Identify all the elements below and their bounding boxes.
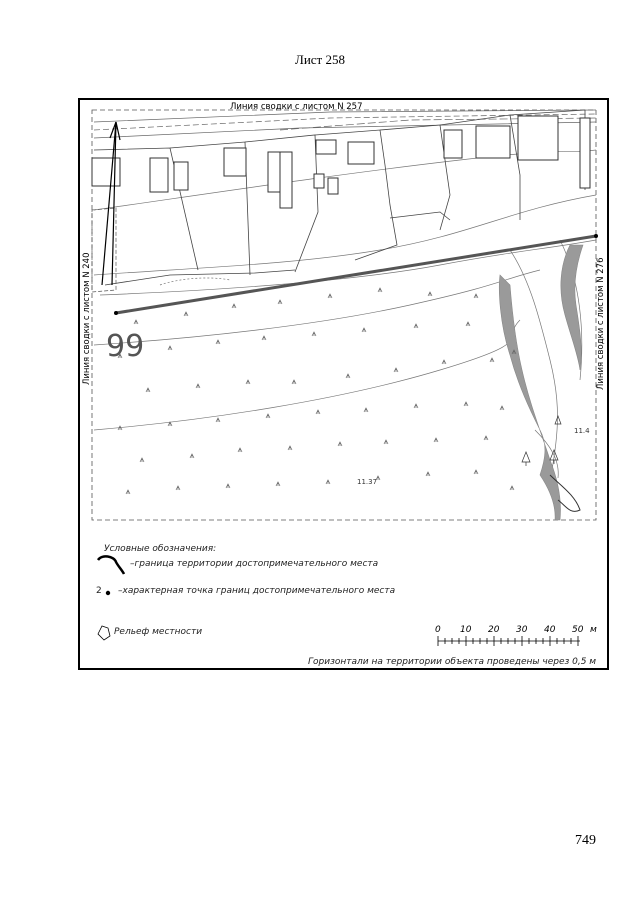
scale-tick-label: 0	[435, 625, 441, 635]
scale-bar	[438, 636, 580, 646]
legend-point-label: 2	[96, 586, 102, 596]
scale-tick-label: 30	[516, 625, 528, 635]
page-number: 749	[575, 833, 596, 848]
point-dot-icon	[106, 591, 110, 595]
map-canvas	[80, 100, 607, 668]
relief-icon	[98, 626, 110, 640]
ravine-areas	[499, 245, 583, 520]
boundary-line-icon	[98, 556, 124, 574]
scale-tick-label: 40	[544, 625, 556, 635]
scale-tick-label: 20	[488, 625, 500, 635]
map-frame	[78, 98, 609, 670]
legend-item-boundary: –граница территории достопримечательного места	[130, 559, 379, 569]
sheet-title: Лист 258	[295, 52, 345, 67]
scale-tick-label: 50	[572, 625, 584, 635]
legend-heading: Условные обозначения:	[104, 544, 217, 554]
join-label-left: Линия сводки с листом N 240	[82, 252, 92, 385]
legend-item-relief: Рельеф местности	[114, 627, 203, 637]
parcels	[94, 110, 585, 285]
elevation-label: 11.4	[574, 427, 590, 435]
point-dot-icon	[594, 234, 598, 238]
join-label-right: Линия сводки с листом N 276	[596, 257, 606, 390]
buildings	[92, 116, 590, 208]
north-arrow-icon	[102, 122, 120, 285]
legend-item-point: –характерная точка границ достопримечательного места	[118, 586, 396, 596]
point-dot-icon	[114, 311, 118, 315]
grass-symbols	[118, 288, 516, 494]
scale-unit: м	[590, 625, 597, 635]
object-number: 99	[106, 329, 145, 364]
contour-note: Горизонтали на территории объекта проведены через 0,5 м	[308, 657, 597, 667]
elevation-label: 11.37	[357, 478, 378, 486]
join-label-top: Линия сводки с листом N 257	[230, 102, 363, 112]
scale-tick-label: 10	[460, 625, 472, 635]
contour-lines	[94, 150, 596, 480]
